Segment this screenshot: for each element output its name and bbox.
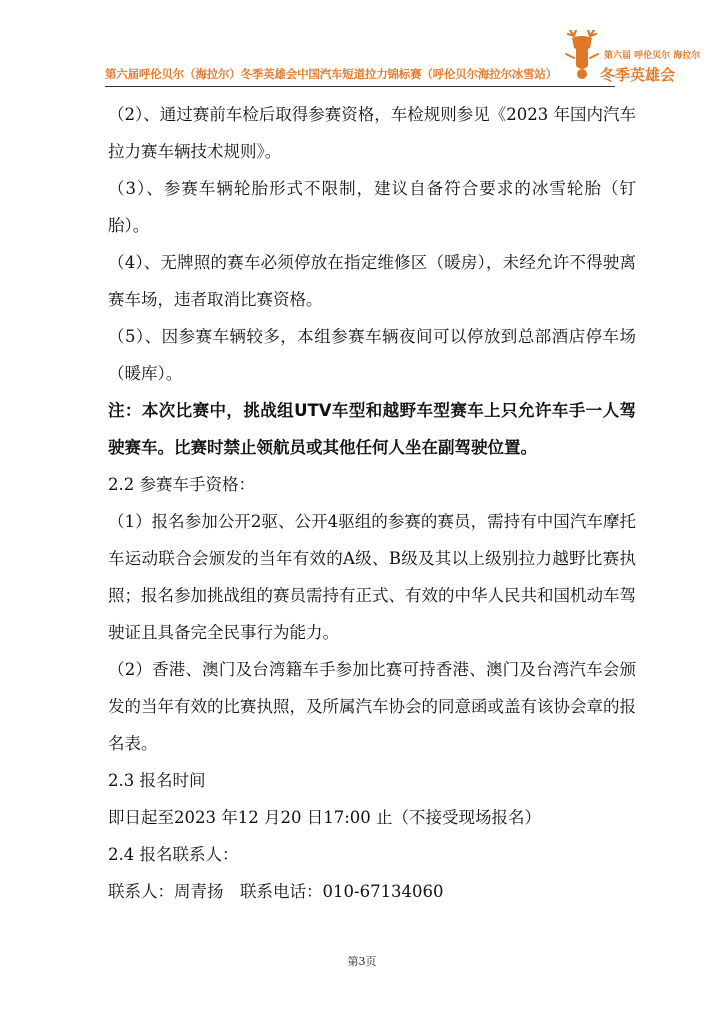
logo-line-2: 冬季英雄会 [600, 66, 676, 84]
page-number: 第3页 [347, 955, 377, 968]
section-2-2-heading: 2.2 参赛车手资格： [108, 475, 255, 494]
paragraph-vehicle-inspection: （2）、通过赛前车检后取得参赛资格，车检规则参见《2023 年国内汽车拉力赛车辆技术规则》。 [108, 105, 636, 161]
paragraph-unlicensed-parking: （4）、无牌照的赛车必须停放在指定维修区（暖房），未经允许不得驶离赛车场，违者取消比赛资格。 [108, 253, 636, 309]
paragraph-hk-macau-taiwan: （2）香港、澳门及台湾籍车手参加比赛可持香港、澳门及台湾汽车会颁发的当年有效的比赛执照，及所属汽车协会的同意函或盖有该协会章的报名表。 [108, 660, 636, 753]
contact-info: 联系人：周青扬 联系电话：010-67134060 [108, 882, 444, 901]
event-logo [560, 30, 701, 90]
logo-line-1: 第六届 呼伦贝尔 海拉尔 [604, 51, 701, 61]
paragraph-driver-license: （1）报名参加公开2驱、公开4驱组的参赛的赛员，需持有中国汽车摩托车运动联合会颁发的当年有效的A级、B级及其以上级别拉力越野比赛执照；报名参加挑战组的赛员需持有正式、有效的中华人民共和国机动车驾驶证且具备完全民事行为能力。 [108, 512, 636, 642]
registration-deadline: 即日起至2023 年12 月20 日17:00 止（不接受现场报名） [108, 808, 542, 827]
section-2-3-heading: 2.3 报名时间 [108, 771, 206, 790]
page-header [0, 0, 724, 92]
note-paragraph: 注：本次比赛中，挑战组UTV车型和越野车型赛车上只允许车手一人驾驶赛车。比赛时禁止领航员或其他任何人坐在副驾驶位置。 [108, 401, 636, 457]
paragraph-tire-requirements: （3）、参赛车辆轮胎形式不限制，建议自备符合要求的冰雪轮胎（钉胎）。 [108, 179, 636, 235]
paragraph-overnight-parking: （5）、因参赛车辆较多，本组参赛车辆夜间可以停放到总部酒店停车场（暖库）。 [108, 327, 636, 383]
document-body [108, 96, 636, 910]
header-divider [105, 86, 615, 87]
section-2-4-heading: 2.4 报名联系人： [108, 845, 239, 864]
header-title: 第六届呼伦贝尔（海拉尔）冬季英雄会中国汽车短道拉力锦标赛（呼伦贝尔海拉尔冰雪站） [105, 67, 557, 81]
deer-logo-icon [560, 30, 604, 86]
